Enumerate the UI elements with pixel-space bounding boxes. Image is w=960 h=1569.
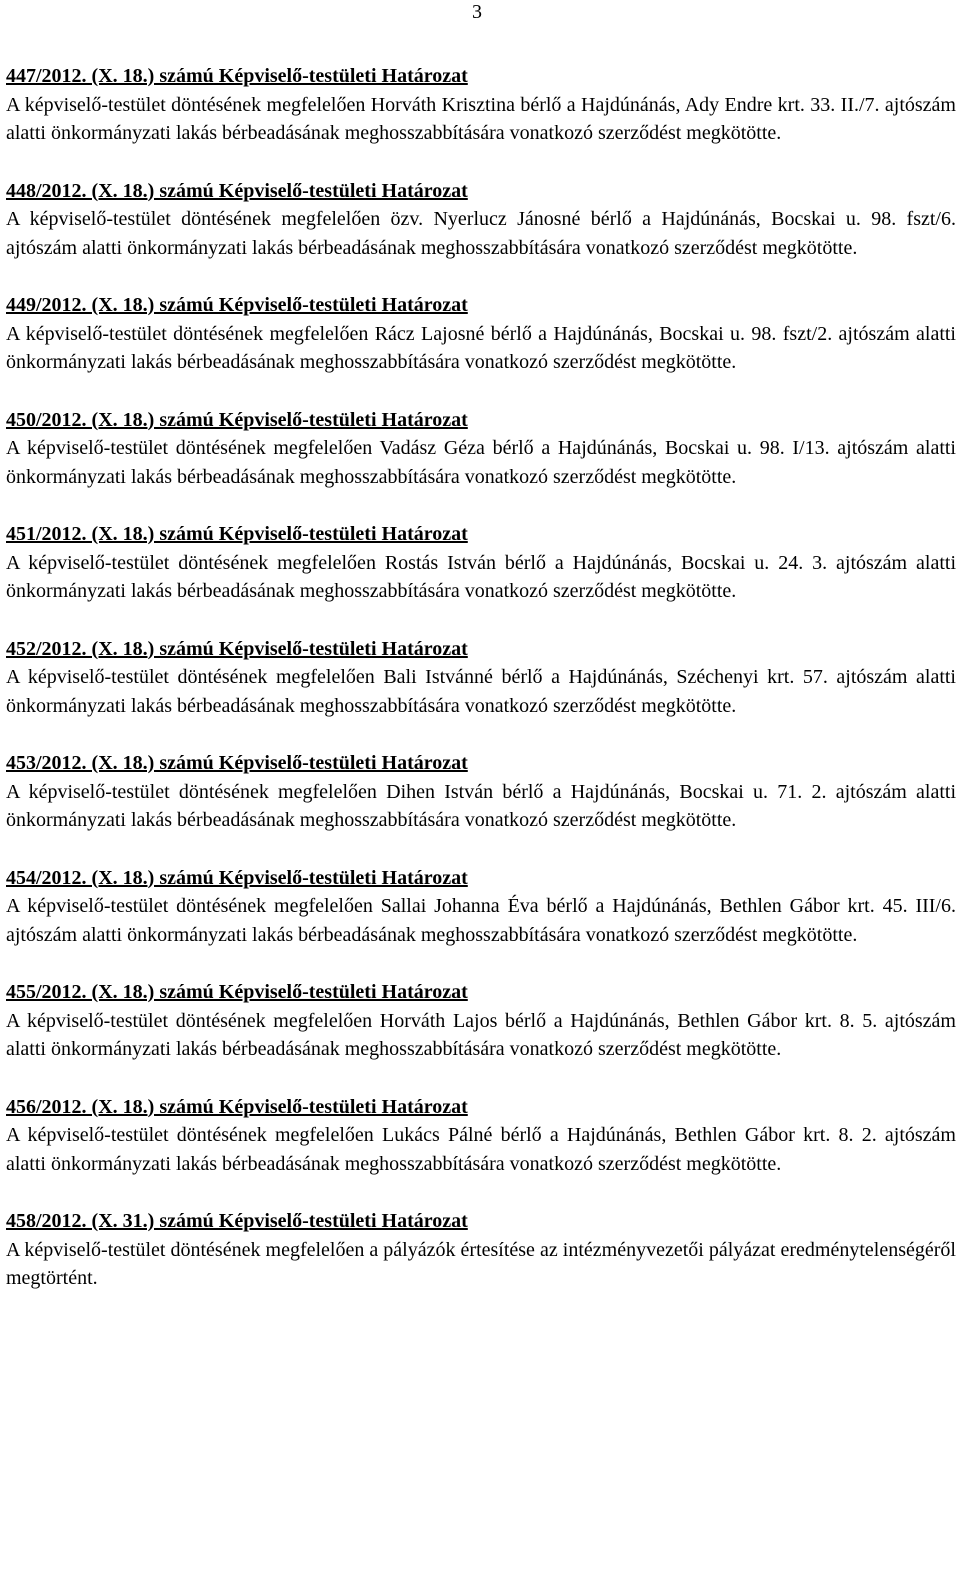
resolution-body: A képviselő-testület döntésének megfelelően Horváth Krisztina bérlő a Hajdúnánás, Ady Endre krt. 33. II./7. ajtószám alatti önkormányzati lakás bérbeadásának meghosszabbítására vonatkozó szerződést megkötötte. <box>6 93 956 144</box>
resolution-title: 450/2012. (X. 18.) számú Képviselő-testületi Határozat <box>6 408 468 431</box>
resolution-title: 454/2012. (X. 18.) számú Képviselő-testületi Határozat <box>6 866 468 889</box>
resolution-title: 451/2012. (X. 18.) számú Képviselő-testületi Határozat <box>6 523 468 545</box>
resolution-body: A képviselő-testület döntésének megfelelően Rostás István bérlő a Hajdúnánás, Bocskai u. 24. 3. ajtószám alatti önkormányzati lakás bérbeadásának meghosszabbítására vonatkozó szerződést megkötötte. <box>6 551 956 602</box>
resolution-458 <box>6 1207 956 1293</box>
resolution-title: 453/2012. (X. 18.) számú Képviselő-testületi Határozat <box>6 752 468 774</box>
resolution-body: A képviselő-testület döntésének megfelelően Horváth Lajos bérlő a Hajdúnánás, Bethlen Gábor krt. 8. 5. ajtószám alatti önkormányzati lakás bérbeadásának meghosszabbítására vonatkozó szerződést megkötötte. <box>6 1009 956 1060</box>
resolution-450 <box>6 406 956 492</box>
resolution-body: A képviselő-testület döntésének megfelelően Sallai Johanna Éva bérlő a Hajdúnánás, Bethlen Gábor krt. 45. III/6. ajtószám alatti önkormányzati lakás bérbeadásának meghosszabbítására vonatkozó szerződést megkötötte. <box>6 895 956 946</box>
resolution-title: 455/2012. (X. 18.) számú Képviselő-testületi Határozat <box>6 981 468 1003</box>
resolution-body: A képviselő-testület döntésének megfelelően Vadász Géza bérlő a Hajdúnánás, Bocskai u. 98. I/13. ajtószám alatti önkormányzati lakás bérbeadásának meghosszabbítására vonatkozó szerződést megkötötte. <box>6 437 956 488</box>
resolution-448 <box>6 177 956 263</box>
resolution-title: 447/2012. (X. 18.) számú Képviselő-testületi Határozat <box>6 65 468 87</box>
resolution-454 <box>6 864 956 950</box>
resolution-449 <box>6 291 956 377</box>
resolution-title: 448/2012. (X. 18.) számú Képviselő-testületi Határozat <box>6 179 468 202</box>
resolution-body: A képviselő-testület döntésének megfelelően Lukács Pálné bérlő a Hajdúnánás, Bethlen Gábor krt. 8. 2. ajtószám alatti önkormányzati lakás bérbeadásának meghosszabbítására vonatkozó szerződést megkötötte. <box>6 1124 956 1175</box>
resolution-452 <box>6 635 956 721</box>
resolution-body: A képviselő-testület döntésének megfelelően özv. Nyerlucz Jánosné bérlő a Hajdúnánás, Bocskai u. 98. fszt/6. ajtószám alatti önkormányzati lakás bérbeadásának meghosszabbítására vonatkozó szerződést megkötötte. <box>6 208 956 259</box>
page-number: 3 <box>472 1 482 23</box>
resolution-body: A képviselő-testület döntésének megfelelően Bali Istvánné bérlő a Hajdúnánás, Széchenyi krt. 57. ajtószám alatti önkormányzati lakás bérbeadásának meghosszabbítására vonatkozó szerződést megkötötte. <box>6 666 956 717</box>
resolution-body: A képviselő-testület döntésének megfelelően Dihen István bérlő a Hajdúnánás, Bocskai u. 71. 2. ajtószám alatti önkormányzati lakás bérbeadásának meghosszabbítására vonatkozó szerződést megkötötte. <box>6 780 956 831</box>
resolutions-list <box>6 62 956 1322</box>
resolution-455 <box>6 978 956 1064</box>
resolution-453 <box>6 749 956 835</box>
resolution-body: A képviselő-testület döntésének megfelelően Rácz Lajosné bérlő a Hajdúnánás, Bocskai u. 98. fszt/2. ajtószám alatti önkormányzati lakás bérbeadásának meghosszabbítására vonatkozó szerződést megkötötte. <box>6 322 956 373</box>
resolution-447 <box>6 62 956 148</box>
resolution-456 <box>6 1093 956 1179</box>
resolution-title: 452/2012. (X. 18.) számú Képviselő-testületi Határozat <box>6 637 468 660</box>
resolution-title: 456/2012. (X. 18.) számú Képviselő-testületi Határozat <box>6 1095 468 1118</box>
resolution-title: 458/2012. (X. 31.) számú Képviselő-testületi Határozat <box>6 1210 468 1232</box>
resolution-title: 449/2012. (X. 18.) számú Képviselő-testületi Határozat <box>6 294 468 316</box>
resolution-body: A képviselő-testület döntésének megfelelően a pályázók értesítése az intézményvezetői pályázat eredménytelenségéről megtörtént. <box>6 1238 956 1289</box>
resolution-451 <box>6 520 956 606</box>
